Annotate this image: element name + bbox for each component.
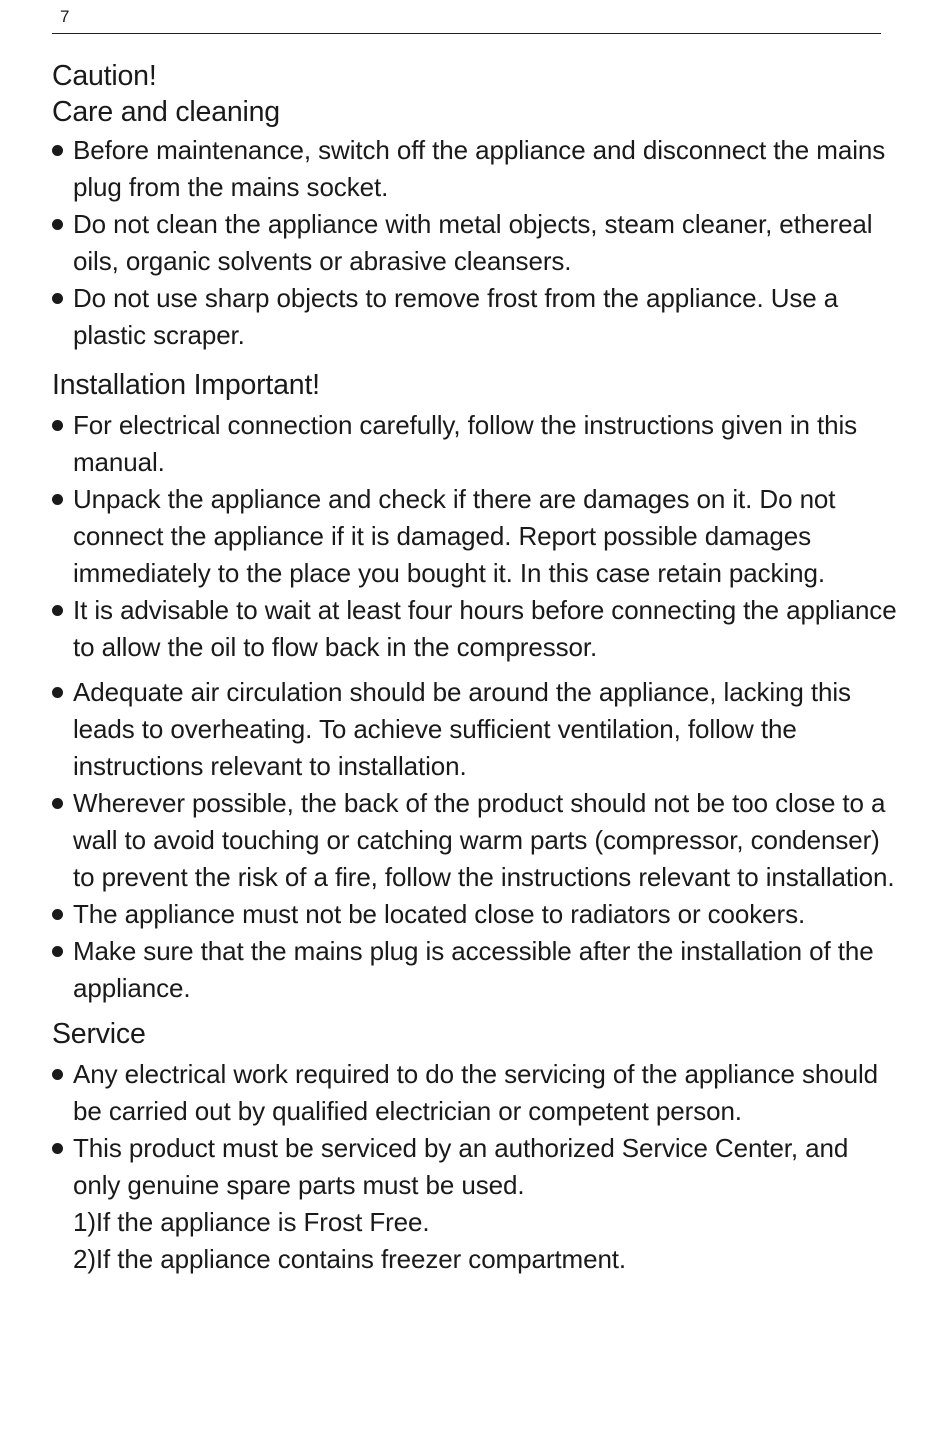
bullet-dot-icon [52,687,63,698]
header-rule [52,33,881,34]
list-item [52,407,902,481]
list-item-text: Do not clean the appliance with metal objects, steam cleaner, ethereal oils, organic solvents or abrasive cleansers. [73,209,873,276]
bullet-dot-icon [52,946,63,957]
bullet-dot-icon [52,145,63,156]
page-content [52,58,902,1278]
bullet-dot-icon [52,219,63,230]
care-cleaning-list [52,132,902,354]
list-item [52,1056,902,1130]
list-item-text: Wherever possible, the back of the product should not be too close to a wall to avoid touching or catching warm parts (compressor, condenser) to prevent the risk of a fire, follow the instructions relevant to installation. [73,788,895,892]
list-item [52,896,902,933]
list-item [52,481,902,592]
bullet-dot-icon [52,293,63,304]
bullet-dot-icon [52,494,63,505]
list-item [52,132,902,206]
list-item-text: Unpack the appliance and check if there are damages on it. Do not connect the appliance if it is damaged. Report possible damages immediately to the place you bought it. In this case retain packing. [73,484,836,588]
service-heading: Service [52,1018,146,1050]
list-item [52,674,902,785]
list-item-text: Any electrical work required to do the servicing of the appliance should be carried out by qualified electrician or competent person. [73,1059,879,1126]
list-item [52,785,902,896]
list-item-text: Adequate air circulation should be around the appliance, lacking this leads to overheating. To achieve sufficient ventilation, follow the instructions relevant to installation. [73,677,851,781]
bullet-dot-icon [52,1069,63,1080]
installation-list [52,407,902,1007]
list-item-text: The appliance must not be located close to radiators or cookers. [73,899,806,929]
list-item-text: Do not use sharp objects to remove frost from the appliance. Use a plastic scraper. [73,283,839,350]
footnote-frost-free: 1)If the appliance is Frost Free. [73,1207,430,1237]
caution-heading: Caution! [52,60,157,92]
care-cleaning-heading: Care and cleaning [52,96,280,128]
service-list [52,1056,902,1278]
bullet-dot-icon [52,909,63,920]
footnote-freezer-compartment: 2)If the appliance contains freezer compartment. [73,1244,627,1274]
list-item-text: Before maintenance, switch off the appliance and disconnect the mains plug from the mains socket. [73,135,886,202]
bullet-dot-icon [52,798,63,809]
list-item-text: Make sure that the mains plug is accessible after the installation of the appliance. [73,936,874,1003]
list-item [52,933,902,1007]
list-item-text: It is advisable to wait at least four hours before connecting the appliance to allow the oil to flow back in the compressor. [73,595,897,662]
list-item [52,592,902,666]
list-item-text: This product must be serviced by an authorized Service Center, and only genuine spare parts must be used. [73,1133,849,1200]
list-item [52,206,902,280]
bullet-dot-icon [52,605,63,616]
page-number: 7 [60,7,70,26]
list-item [52,280,902,354]
bullet-dot-icon [52,420,63,431]
bullet-dot-icon [52,1143,63,1154]
installation-heading: Installation Important! [52,369,320,401]
list-item [52,1130,902,1278]
list-item-text: For electrical connection carefully, follow the instructions given in this manual. [73,410,858,477]
